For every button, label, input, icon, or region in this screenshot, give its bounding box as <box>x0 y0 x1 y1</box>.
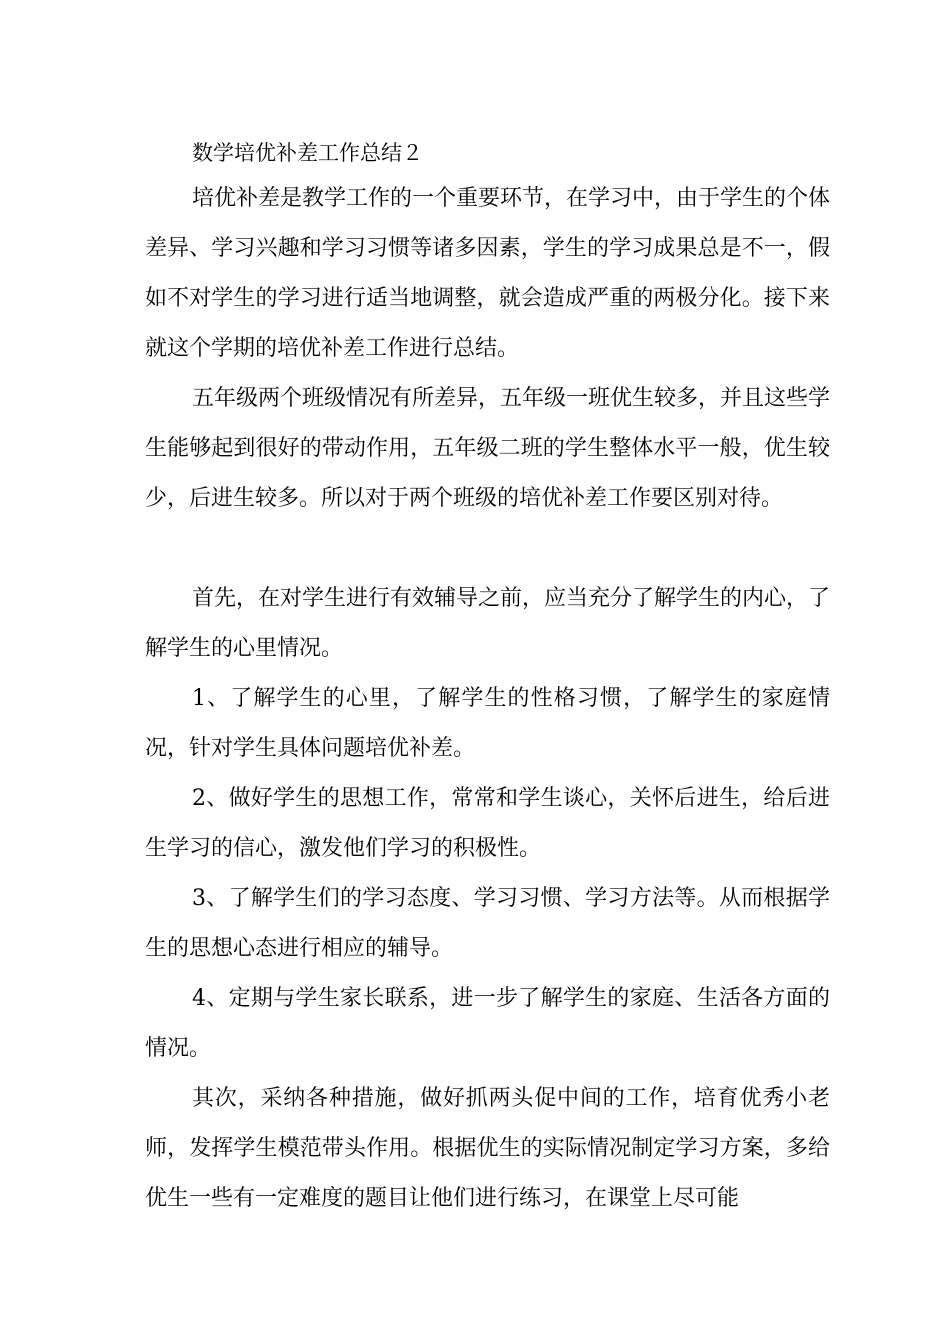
paragraph-first-step: 首先，在对学生进行有效辅导之前，应当充分了解学生的内心，了解学生的心里情况。 <box>145 586 831 661</box>
list-item-4: 4、定期与学生家长联系，进一步了解学生的家庭、生活各方面的情况。 <box>145 986 830 1061</box>
list-item-2: 2、做好学生的思想工作，常常和学生谈心，关怀后进生，给后进生学习的信心，激发他们学习的积极性。 <box>145 786 830 861</box>
list-item-3: 3、了解学生们的学习态度、学习习惯、学习方法等。从而根据学生的思想心态进行相应的辅导。 <box>145 886 830 961</box>
paragraph-second-step: 其次，采纳各种措施，做好抓两头促中间的工作，培育优秀小老师，发挥学生模范带头作用。根据优生的实际情况制定学习方案，多给优生一些有一定难度的题目让他们进行练习，在课堂上尽可能 <box>145 1086 830 1211</box>
paragraph-intro: 培优补差是教学工作的一个重要环节，在学习中，由于学生的个体差异、学习兴趣和学习习惯等诸多因素，学生的学习成果总是不一，假如不对学生的学习进行适当地调整，就会造成严重的两极分化。接下来就这个学期的培优补差工作进行总结。 <box>145 186 831 361</box>
paragraph-class-differences: 五年级两个班级情况有所差异，五年级一班优生较多，并且这些学生能够起到很好的带动作用，五年级二班的学生整体水平一般，优生较少，后进生较多。所以对于两个班级的培优补差工作要区别对待。 <box>145 386 831 511</box>
list-item-1: 1、了解学生的心里，了解学生的性格习惯，了解学生的家庭情况，针对学生具体问题培优补差。 <box>145 686 830 761</box>
document-title: 数学培优补差工作总结２ <box>192 141 423 165</box>
